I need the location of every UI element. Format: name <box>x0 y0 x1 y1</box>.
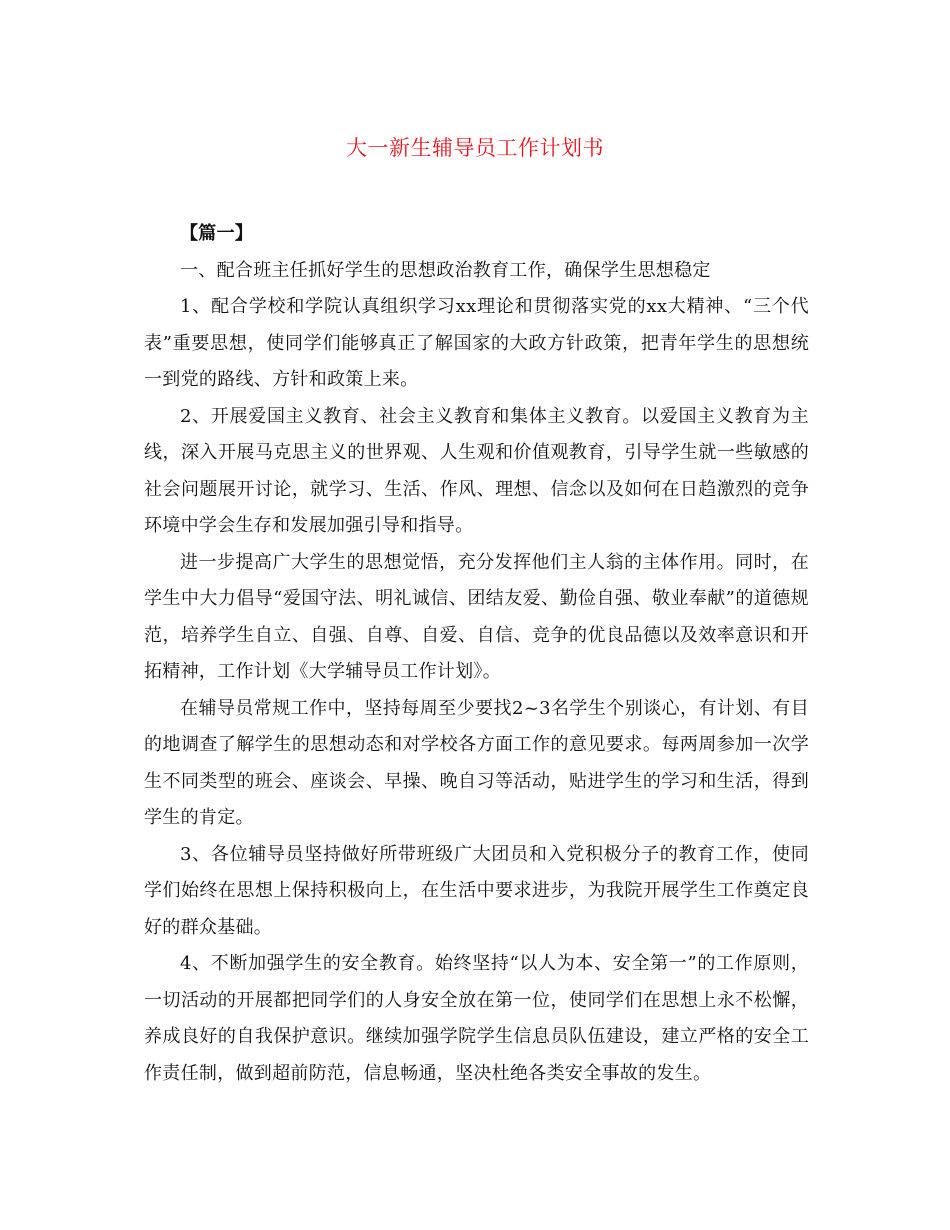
paragraph-6: 4、不断加强学生的安全教育。始终坚持“以人为本、安全第一”的工作原则，一切活动的开展都把同学们的人身安全放在第一位，使同学们在思想上永不松懈，养成良好的自我保护意识。继续加强学院学生信息员队伍建设，建立严格的安全工作责任制，做到超前防范，信息畅通，坚决杜绝各类安全事故的发生。 <box>144 953 809 1084</box>
document-title: 大一新生辅导员工作计划书 <box>346 136 604 160</box>
document-body <box>144 216 809 1092</box>
paragraph-1: 1、配合学校和学院认真组织学习xx理论和贯彻落实党的xx大精神、“三个代表”重要思想，使同学们能够真正了解国家的大政方针政策，把青年学生的思想统一到党的路线、方针和政策上来。 <box>144 296 809 390</box>
paragraph-3: 进一步提高广大学生的思想觉悟，充分发挥他们主人翁的主体作用。同时，在学生中大力倡导“爱国守法、明礼诚信、团结友爱、勤俭自强、敬业奉献”的道德规范，培养学生自立、自强、自尊、自爱、自信、竞争的优良品德以及效率意识和开拓精神，工作计划《大学辅导员工作计划》。 <box>144 551 809 682</box>
paragraph-2: 2、开展爱国主义教育、社会主义教育和集体主义教育。以爱国主义教育为主线，深入开展马克思主义的世界观、人生观和价值观教育，引导学生就一些敏感的社会问题展开讨论，就学习、生活、作风、理想、信念以及如何在日趋激烈的竞争环境中学会生存和发展加强引导和指导。 <box>144 405 809 536</box>
section-label: 【篇一】 <box>180 223 254 244</box>
paragraph-4: 在辅导员常规工作中，坚持每周至少要找2~3名学生个别谈心，有计划、有目的地调查了解学生的思想动态和对学校各方面工作的意见要求。每两周参加一次学生不同类型的班会、座谈会、早操、晚自习等活动，贴进学生的学习和生活，得到学生的肯定。 <box>144 697 809 828</box>
paragraph-5: 3、各位辅导员坚持做好所带班级广大团员和入党积极分子的教育工作，使同学们始终在思想上保持积极向上，在生活中要求进步，为我院开展学生工作奠定良好的群众基础。 <box>144 843 809 938</box>
paragraph-heading-1: 一、配合班主任抓好学生的思想政治教育工作，确保学生思想稳定 <box>180 259 711 281</box>
